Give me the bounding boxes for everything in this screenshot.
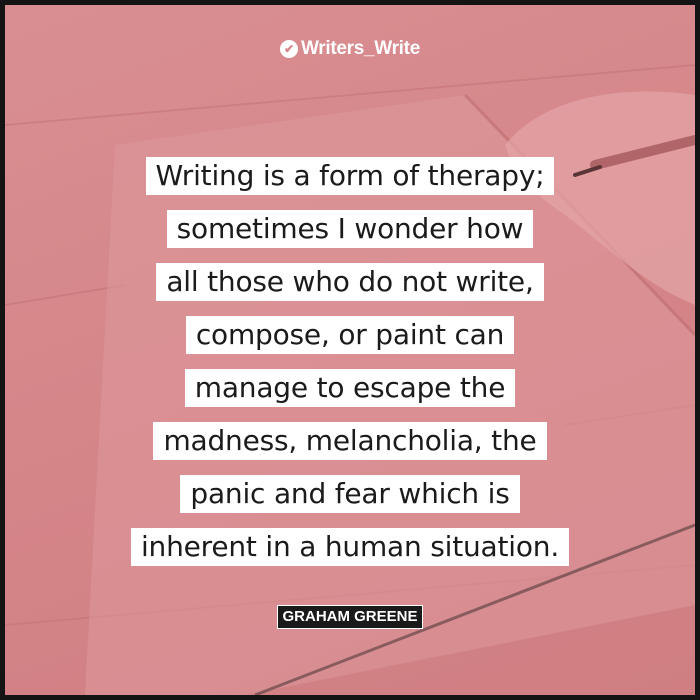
brand-handle[interactable] [5,38,695,60]
quote-line: compose, or paint can [186,316,514,354]
quote-text [5,157,695,581]
quote-line: panic and fear which is [180,475,519,513]
quote-line: sometimes I wonder how [167,210,534,248]
quote-line: inherent in a human situation. [131,528,569,566]
brand-handle-text: Writers_Write [301,38,420,59]
author-name: GRAHAM GREENE [277,605,422,629]
quote-line: manage to escape the [185,369,515,407]
quote-line: madness, melancholia, the [153,422,546,460]
quote-line: all those who do not write, [156,263,543,301]
author-attribution [5,605,695,629]
twitter-bird-icon: ✔ [280,40,298,58]
quote-line: Writing is a form of therapy; [146,157,555,195]
